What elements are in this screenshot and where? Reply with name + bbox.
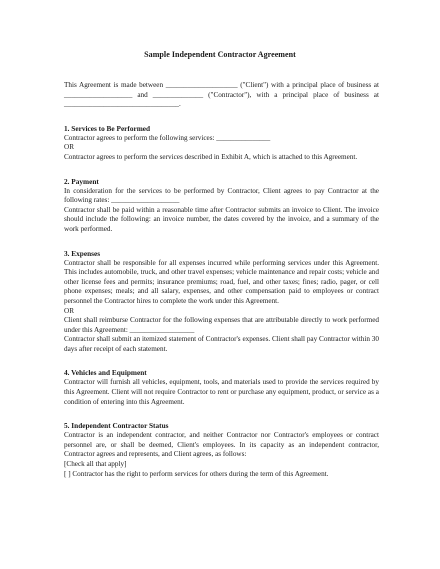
section-paragraph: Contractor will furnish all vehicles, equipment, tools, and materials used to provide the services required by this Agreement. Client will not require Contractor to rent or purchase any equipment, product, or service as a condition of entering into this Agreement. — [64, 378, 379, 406]
intro-paragraph: This Agreement is made between ____________________ ("Client") with a principal place of business at ___________________ and ______________ ("Contractor"), with a principal place of business at ________________________________. — [64, 81, 379, 109]
section-paragraph: Contractor shall submit an itemized statement of Contractor's expenses. Client shall pay Contractor within 30 days after receipt of each statement. — [64, 335, 379, 353]
section-heading: 2. Payment — [64, 176, 99, 186]
section-heading: 4. Vehicles and Equipment — [64, 368, 147, 378]
section-vehicles — [64, 368, 379, 407]
section-paragraph: Contractor is an independent contractor, and neither Contractor nor Contractor's employees or contract personnel are, or shall be deemed, Client's employees. In its capacity as an independent contractor, Contractor agrees and represents, and Client agrees, as follows: — [64, 431, 379, 459]
section-paragraph: Contractor shall be responsible for all expenses incurred while performing services under this Agreement. This includes automobile, truck, and other travel expenses; vehicle maintenance and repair costs; vehicle and other license fees and permits; insurance premiums; road, fuel, and other taxes; fines; radio, pager, or cell phone expenses; meals; and all salary, expenses, and other compensation paid to employees or contract personnel the Contractor hires to complete the work under this Agreement. — [64, 258, 379, 305]
section-paragraph: [Check all that apply] — [64, 460, 127, 469]
section-contractor-status — [64, 421, 379, 479]
section-payment — [64, 177, 379, 235]
section-paragraph: OR — [64, 143, 74, 152]
document-title: Sample Independent Contractor Agreement — [144, 50, 296, 59]
section-paragraph: Client shall reimburse Contractor for the following expenses that are attributable directly to work performed under this Agreement: __________________ — [64, 316, 379, 334]
checkbox-clause: [ ] Contractor has the right to perform services for others during the term of this Agreement. — [64, 469, 329, 478]
section-paragraph: Contractor shall be paid within a reasonable time after Contractor submits an invoice to Client. The invoice should include the following: an invoice number, the dates covered by the invoice, and a summary of the work performed. — [64, 205, 379, 233]
section-paragraph: Contractor agrees to perform the services described in Exhibit A, which is attached to this Agreement. — [64, 152, 358, 161]
section-services — [64, 124, 379, 163]
section-paragraph: In consideration for the services to be performed by Contractor, Client agrees to pay Contractor at the following rates: ___________________ — [64, 186, 379, 205]
section-expenses — [64, 249, 379, 355]
section-heading: 1. Services to Be Performed — [64, 123, 151, 133]
section-heading: 5. Independent Contractor Status — [64, 421, 169, 431]
section-paragraph: Contractor agrees to perform the following services: _______________ — [64, 133, 271, 142]
document-body — [64, 81, 379, 493]
section-heading: 3. Expenses — [64, 248, 101, 258]
section-paragraph: OR — [64, 306, 74, 315]
